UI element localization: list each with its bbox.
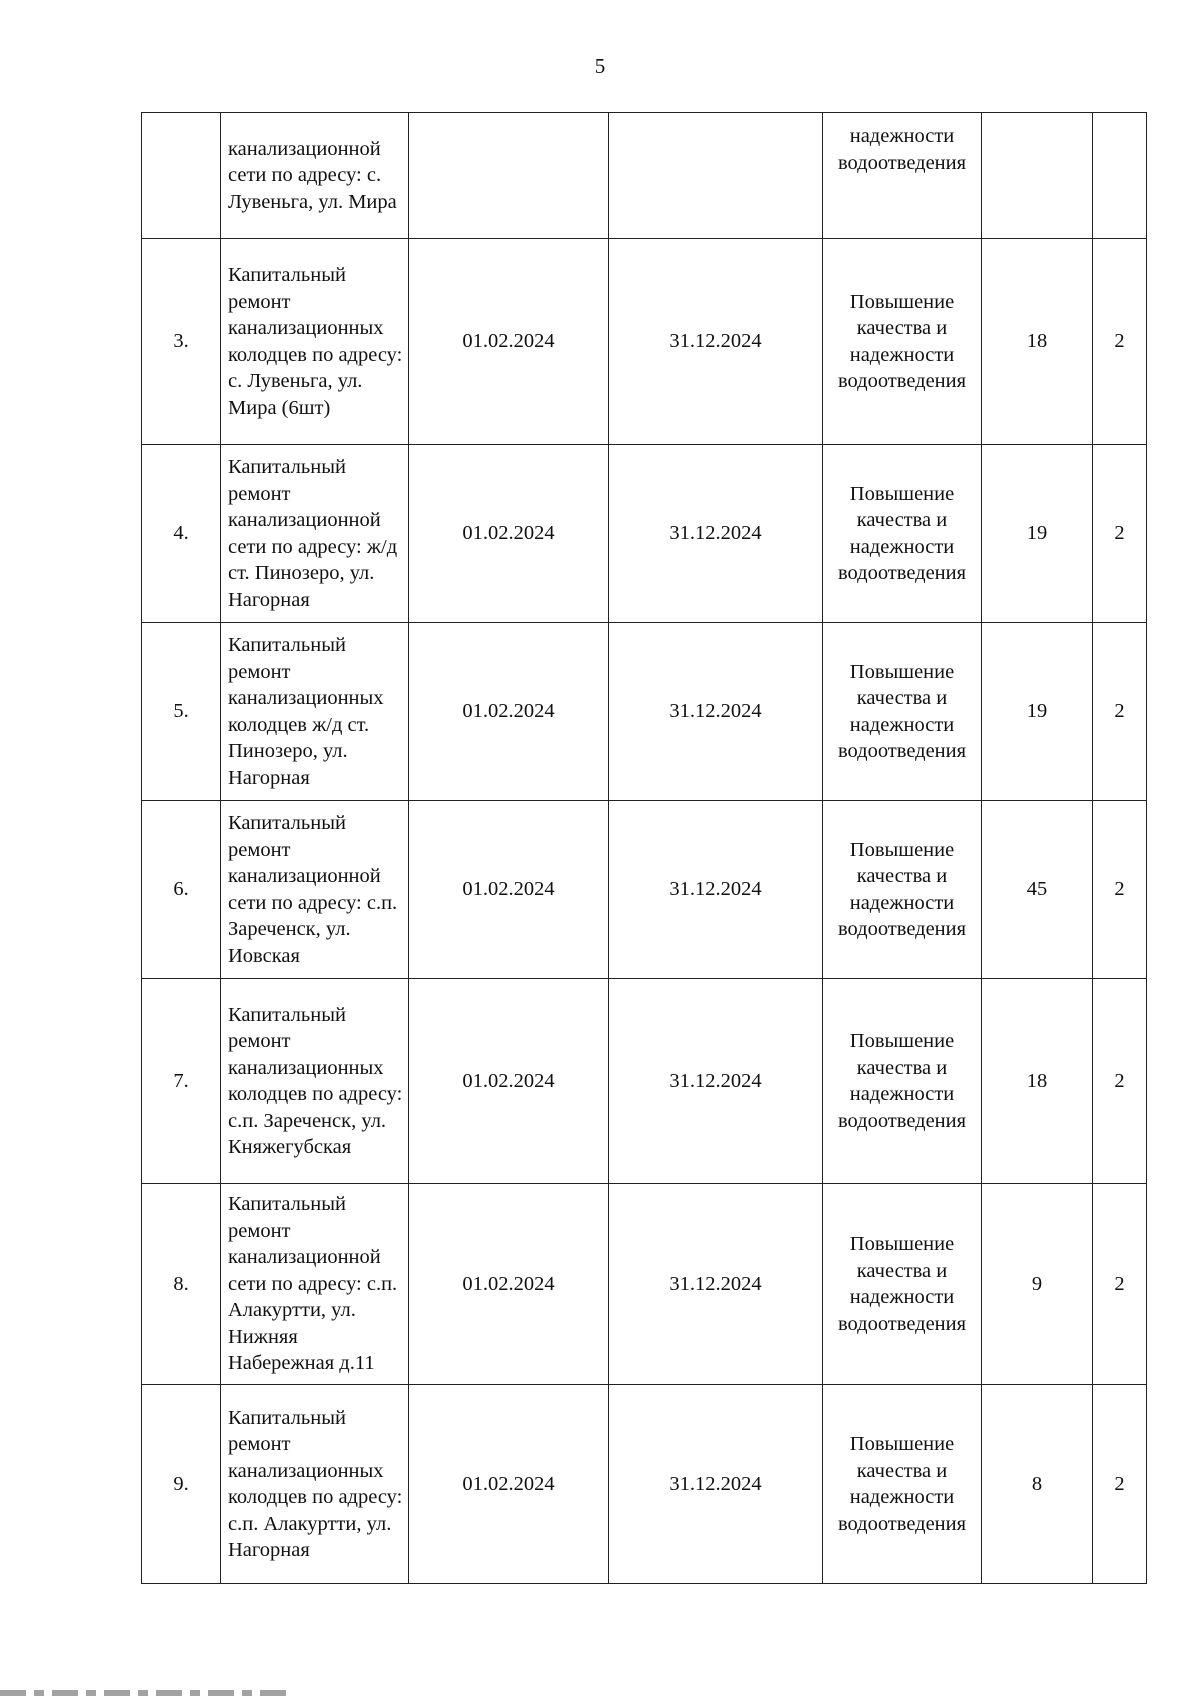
cell-value — [982, 113, 1093, 239]
cell-number: 9. — [142, 1385, 221, 1584]
cell-goal: Повышение качества и надежности водоотведения — [823, 239, 982, 445]
cell-work-name: канализационной сети по адресу: с. Лувеньга, ул. Мира — [221, 113, 409, 239]
cell-start-date — [409, 113, 609, 239]
cell-end-date — [609, 113, 823, 239]
cell-value: 18 — [982, 239, 1093, 445]
cell-end-date: 31.12.2024 — [609, 445, 823, 623]
table-row — [142, 113, 1147, 239]
cell-end-date: 31.12.2024 — [609, 239, 823, 445]
cell-end-date: 31.12.2024 — [609, 623, 823, 801]
table-row — [142, 623, 1147, 801]
cell-work-name: Капитальный ремонт канализационных колодцев по адресу: с.п. Зареченск, ул. Княжегубская — [221, 979, 409, 1184]
table-row — [142, 445, 1147, 623]
page-number: 5 — [594, 54, 606, 78]
cell-last: 2 — [1093, 1184, 1147, 1385]
cell-end-date: 31.12.2024 — [609, 979, 823, 1184]
cell-number: 4. — [142, 445, 221, 623]
cell-value: 45 — [982, 801, 1093, 979]
table-row — [142, 1184, 1147, 1385]
cell-end-date: 31.12.2024 — [609, 1184, 823, 1385]
cell-end-date: 31.12.2024 — [609, 1385, 823, 1584]
cell-value: 18 — [982, 979, 1093, 1184]
table-row — [142, 979, 1147, 1184]
table-row — [142, 1385, 1147, 1584]
cell-value: 19 — [982, 445, 1093, 623]
table-row — [142, 801, 1147, 979]
cell-goal: Повышение качества и надежности водоотведения — [823, 1385, 982, 1584]
cell-last: 2 — [1093, 1385, 1147, 1584]
cell-goal: Повышение качества и надежности водоотведения — [823, 1184, 982, 1385]
cell-number: 6. — [142, 801, 221, 979]
cell-start-date: 01.02.2024 — [409, 623, 609, 801]
cell-value: 19 — [982, 623, 1093, 801]
cell-last — [1093, 113, 1147, 239]
cell-work-name: Капитальный ремонт канализационной сети по адресу: с.п. Зареченск, ул. Иовская — [221, 801, 409, 979]
cell-goal: Повышение качества и надежности водоотведения — [823, 445, 982, 623]
cell-start-date: 01.02.2024 — [409, 979, 609, 1184]
cell-last: 2 — [1093, 979, 1147, 1184]
cell-start-date: 01.02.2024 — [409, 445, 609, 623]
cell-last: 2 — [1093, 801, 1147, 979]
cell-start-date: 01.02.2024 — [409, 239, 609, 445]
cell-number: 5. — [142, 623, 221, 801]
cell-goal: Повышение качества и надежности водоотведения — [823, 623, 982, 801]
cell-work-name: Капитальный ремонт канализационных колодцев по адресу: с.п. Алакуртти, ул. Нагорная — [221, 1385, 409, 1584]
cell-last: 2 — [1093, 239, 1147, 445]
cell-value: 8 — [982, 1385, 1093, 1584]
cell-goal: Повышение качества и надежности водоотведения — [823, 979, 982, 1184]
cell-last: 2 — [1093, 623, 1147, 801]
cell-start-date: 01.02.2024 — [409, 801, 609, 979]
cell-work-name: Капитальный ремонт канализационной сети по адресу: с.п. Алакуртти, ул. Нижняя Набережная д.11 — [221, 1184, 409, 1385]
scan-artifact — [0, 1690, 290, 1696]
cell-goal: Повышение качества и надежности водоотведения — [823, 801, 982, 979]
cell-start-date: 01.02.2024 — [409, 1184, 609, 1385]
cell-work-name: Капитальный ремонт канализационной сети по адресу: ж/д ст. Пинозеро, ул. Нагорная — [221, 445, 409, 623]
cell-end-date: 31.12.2024 — [609, 801, 823, 979]
table-row — [142, 239, 1147, 445]
cell-number: 7. — [142, 979, 221, 1184]
cell-number: 8. — [142, 1184, 221, 1385]
cell-last: 2 — [1093, 445, 1147, 623]
cell-goal: надежности водоотведения — [823, 113, 982, 239]
cell-number: 3. — [142, 239, 221, 445]
cell-value: 9 — [982, 1184, 1093, 1385]
cell-work-name: Капитальный ремонт канализационных колодцев ж/д ст. Пинозеро, ул. Нагорная — [221, 623, 409, 801]
cell-start-date: 01.02.2024 — [409, 1385, 609, 1584]
cell-work-name: Капитальный ремонт канализационных колодцев по адресу: с. Лувеньга, ул. Мира (6шт) — [221, 239, 409, 445]
cell-number — [142, 113, 221, 239]
works-schedule-table — [141, 112, 1147, 1584]
